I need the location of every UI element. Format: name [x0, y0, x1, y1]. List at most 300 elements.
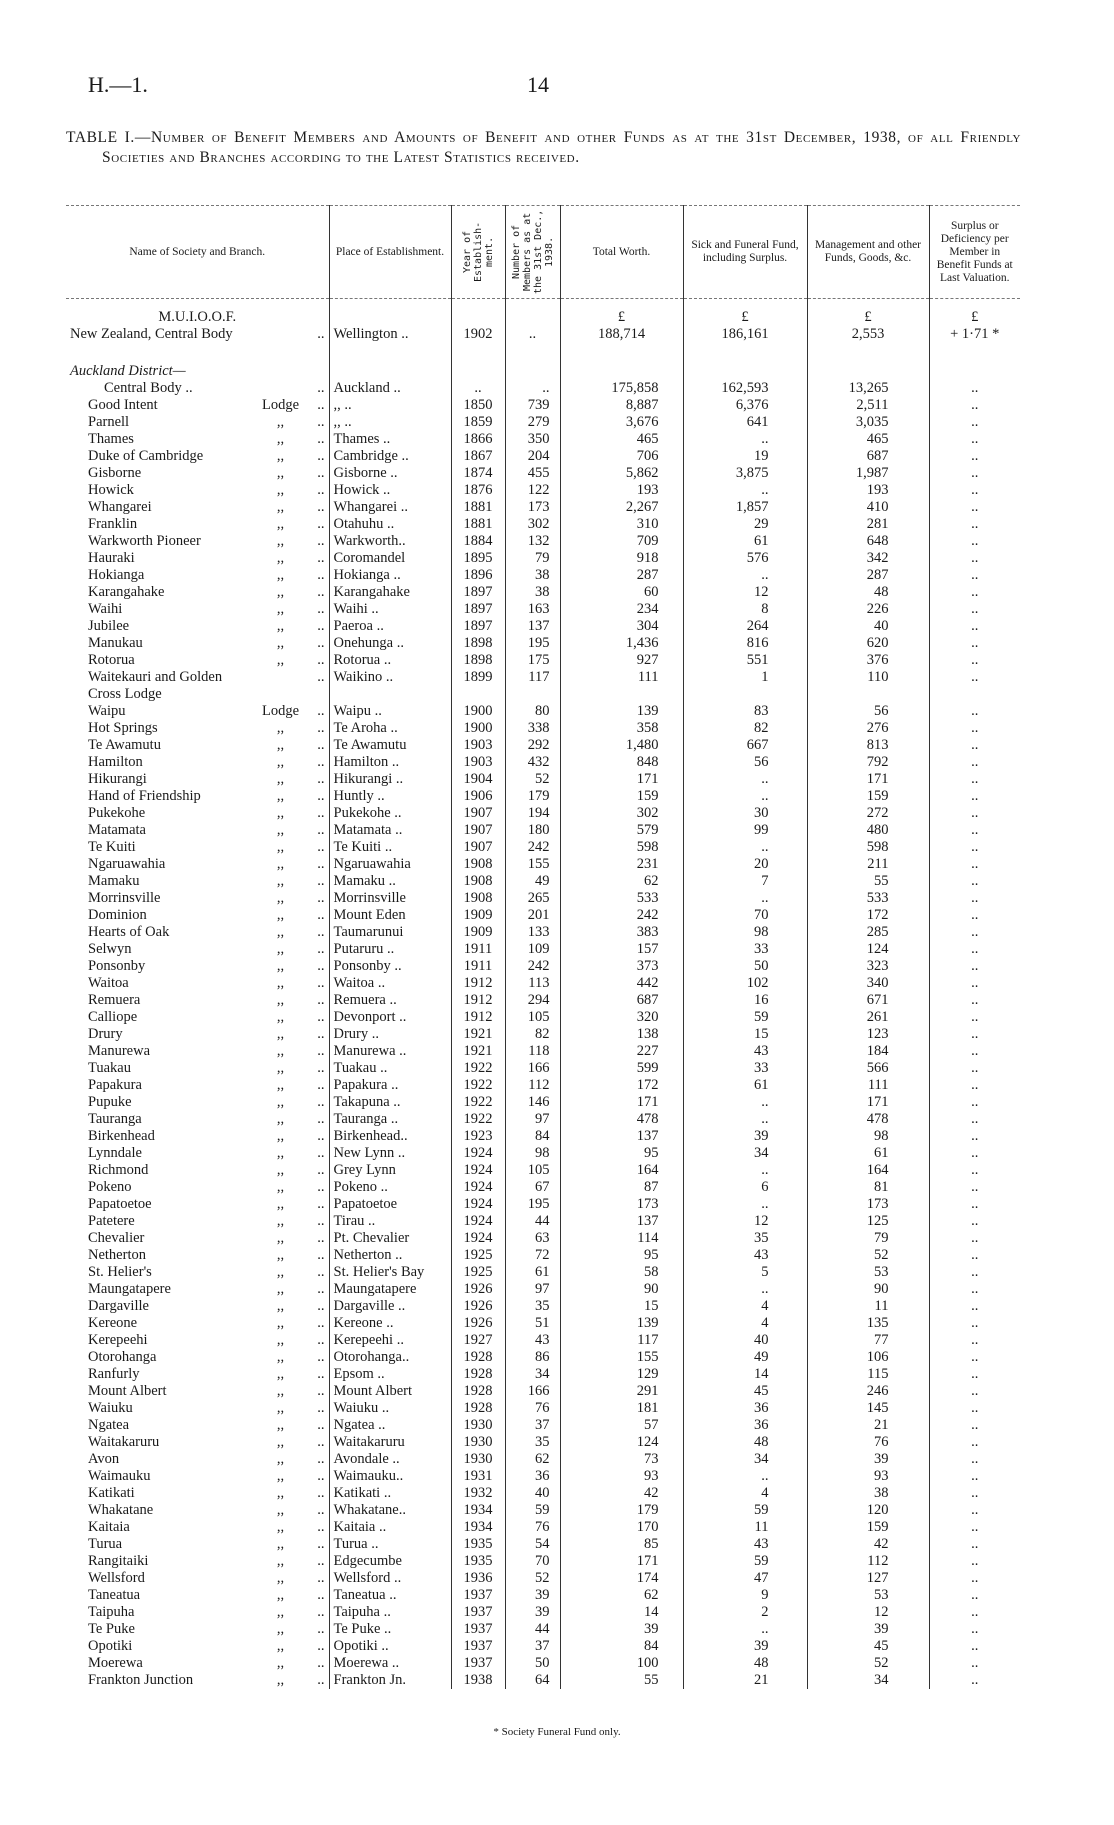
- sick-fund: 15: [683, 1026, 807, 1043]
- management-funds: 106: [807, 1349, 929, 1366]
- table-row: [66, 1366, 1020, 1383]
- management-funds: 53: [807, 1264, 929, 1281]
- year: 1928: [451, 1349, 505, 1366]
- place: Waitoa ..: [329, 975, 451, 992]
- table-row: [66, 1077, 1020, 1094]
- table-row: [66, 1468, 1020, 1485]
- table-row: [66, 380, 1020, 397]
- branch-name: Dominion: [88, 907, 147, 923]
- management-funds: 478: [807, 1111, 929, 1128]
- branch-name: Waitekauri and Golden Cross Lodge: [88, 669, 223, 702]
- year: 1911: [451, 958, 505, 975]
- place: Kaitaia ..: [329, 1519, 451, 1536]
- place: Mount Eden: [329, 907, 451, 924]
- total-worth: 227: [560, 1043, 683, 1060]
- branch-name-cell: [66, 1145, 329, 1162]
- surplus: ..: [929, 1417, 1020, 1434]
- surplus: ..: [929, 1111, 1020, 1128]
- total-worth: 172: [560, 1077, 683, 1094]
- lodge-suffix: ,,: [276, 1077, 285, 1093]
- year: 1925: [451, 1264, 505, 1281]
- leader-dots: ..: [317, 1179, 325, 1195]
- surplus: ..: [929, 1094, 1020, 1111]
- year: 1867: [451, 448, 505, 465]
- table-row: [66, 907, 1020, 924]
- surplus: ..: [929, 1638, 1020, 1655]
- branch-name-cell: [66, 1638, 329, 1655]
- table-row: [66, 499, 1020, 516]
- management-funds: 125: [807, 1213, 929, 1230]
- sick-fund: 56: [683, 754, 807, 771]
- place: Edgecumbe: [329, 1553, 451, 1570]
- branch-name-cell: [66, 788, 329, 805]
- lodge-suffix: ,,: [276, 975, 285, 991]
- sick-fund: 43: [683, 1536, 807, 1553]
- surplus: ..: [929, 1162, 1020, 1179]
- branch-name: Matamata: [88, 822, 146, 838]
- branch-name-cell: [66, 414, 329, 431]
- society-sick: [683, 299, 807, 352]
- total-worth: 100: [560, 1655, 683, 1672]
- year: 1903: [451, 754, 505, 771]
- branch-name-cell: [66, 805, 329, 822]
- table-row: [66, 1536, 1020, 1553]
- surplus: ..: [929, 1621, 1020, 1638]
- lodge-suffix: ,,: [276, 482, 285, 498]
- branch-name: Hokianga: [88, 567, 145, 583]
- leader-dots: ..: [317, 516, 325, 532]
- branch-name-cell: [66, 771, 329, 788]
- branch-name-cell: [66, 958, 329, 975]
- branch-name-cell: [66, 1264, 329, 1281]
- branch-name: Te Awamutu: [88, 737, 161, 753]
- leader-dots: ..: [317, 907, 325, 923]
- table-row: [66, 465, 1020, 482]
- year: 1909: [451, 924, 505, 941]
- table-row: [66, 1672, 1020, 1689]
- leader-dots: ..: [317, 703, 325, 719]
- lodge-suffix: [259, 380, 303, 397]
- year: 1899: [451, 669, 505, 703]
- table-row: [66, 1434, 1020, 1451]
- table-row: [66, 941, 1020, 958]
- branch-name-cell: [66, 754, 329, 771]
- branch-name: Kaitaia: [88, 1519, 130, 1535]
- friendly-societies-table: [66, 205, 1020, 1689]
- lodge-suffix: ,,: [276, 1196, 285, 1212]
- lodge-suffix: ,,: [276, 1247, 285, 1263]
- lodge-suffix: ,,: [276, 958, 285, 974]
- lodge-suffix: ,,: [276, 635, 285, 651]
- place: Otahuhu ..: [329, 516, 451, 533]
- lodge-suffix: ,,: [276, 1536, 285, 1552]
- members: 195: [505, 1196, 560, 1213]
- col-header-sick: Sick and Funeral Fund, including Surplus.: [683, 206, 807, 299]
- branch-name-cell: [66, 1434, 329, 1451]
- members: 49: [505, 873, 560, 890]
- surplus: ..: [929, 397, 1020, 414]
- total-worth: 164: [560, 1162, 683, 1179]
- total-worth: 55: [560, 1672, 683, 1689]
- total-worth: 171: [560, 1553, 683, 1570]
- table-row: [66, 1638, 1020, 1655]
- management-funds: 159: [807, 788, 929, 805]
- management-funds: 171: [807, 771, 929, 788]
- members: 62: [505, 1451, 560, 1468]
- sick-fund: 11: [683, 1519, 807, 1536]
- branch-name: Hot Springs: [88, 720, 158, 736]
- branch-name-cell: [66, 1621, 329, 1638]
- leader-dots: ..: [317, 1485, 325, 1501]
- lodge-suffix: ,,: [276, 1179, 285, 1195]
- total-worth: 42: [560, 1485, 683, 1502]
- year: 1900: [451, 720, 505, 737]
- year: 1897: [451, 584, 505, 601]
- year: 1906: [451, 788, 505, 805]
- branch-name: Tauranga: [88, 1111, 142, 1127]
- sick-fund: 102: [683, 975, 807, 992]
- year: 1907: [451, 839, 505, 856]
- total-worth: 171: [560, 771, 683, 788]
- branch-name: Wellsford: [88, 1570, 145, 1586]
- leader-dots: ..: [317, 1247, 325, 1263]
- members: 98: [505, 1145, 560, 1162]
- members: 51: [505, 1315, 560, 1332]
- surplus: ..: [929, 1655, 1020, 1672]
- branch-name: Waimauku: [88, 1468, 151, 1484]
- sick-fund: 30: [683, 805, 807, 822]
- table-row: [66, 1111, 1020, 1128]
- leader-dots: ..: [317, 754, 325, 770]
- branch-name: Tuakau: [88, 1060, 131, 1076]
- col-header-year-text: Year of Establish-ment.: [461, 221, 495, 283]
- management-funds: 671: [807, 992, 929, 1009]
- table-row: [66, 771, 1020, 788]
- total-worth: 39: [560, 1621, 683, 1638]
- total-worth: 599: [560, 1060, 683, 1077]
- table-row: [66, 550, 1020, 567]
- place: Netherton ..: [329, 1247, 451, 1264]
- sick-fund: 34: [683, 1145, 807, 1162]
- sick-fund: ..: [683, 431, 807, 448]
- table-row: [66, 652, 1020, 669]
- surplus: ..: [929, 1604, 1020, 1621]
- leader-dots: ..: [317, 1026, 325, 1042]
- branch-name-cell: [66, 1655, 329, 1672]
- members: 54: [505, 1536, 560, 1553]
- branch-name-cell: [66, 1111, 329, 1128]
- lodge-suffix: ,,: [276, 1315, 285, 1331]
- leader-dots: ..: [317, 720, 325, 736]
- members: 86: [505, 1349, 560, 1366]
- lodge-suffix: ,,: [276, 1604, 285, 1620]
- lodge-suffix: ,,: [276, 431, 285, 447]
- leader-dots: ..: [317, 822, 325, 838]
- year: 1928: [451, 1366, 505, 1383]
- management-funds: 38: [807, 1485, 929, 1502]
- management-funds: 340: [807, 975, 929, 992]
- total-worth: 287: [560, 567, 683, 584]
- branch-name: Drury: [88, 1026, 123, 1042]
- table-row: [66, 1655, 1020, 1672]
- lodge-suffix: ,,: [276, 720, 285, 736]
- lodge-suffix: ,,: [276, 907, 285, 923]
- table-row: [66, 1196, 1020, 1213]
- place: Frankton Jn.: [329, 1672, 451, 1689]
- total-worth: 155: [560, 1349, 683, 1366]
- year: 1921: [451, 1026, 505, 1043]
- surplus: ..: [929, 652, 1020, 669]
- table-row: [66, 1213, 1020, 1230]
- members: 76: [505, 1519, 560, 1536]
- currency-symbol: £: [617, 309, 626, 325]
- total-worth: 138: [560, 1026, 683, 1043]
- year: 1912: [451, 1009, 505, 1026]
- total-worth: 848: [560, 754, 683, 771]
- surplus: ..: [929, 431, 1020, 448]
- total-worth: 442: [560, 975, 683, 992]
- table-row: [66, 1519, 1020, 1536]
- leader-dots: ..: [317, 1281, 325, 1297]
- place: St. Helier's Bay: [329, 1264, 451, 1281]
- sick-fund: 5: [683, 1264, 807, 1281]
- branch-name-cell: [66, 941, 329, 958]
- year: 1924: [451, 1196, 505, 1213]
- branch-name: Mount Albert: [88, 1383, 167, 1399]
- leader-dots: ..: [317, 1230, 325, 1246]
- total-worth: 58: [560, 1264, 683, 1281]
- lodge-suffix: ,,: [276, 1009, 285, 1025]
- branch-name-cell: [66, 601, 329, 618]
- col-header-year: [451, 206, 505, 299]
- society-name: [66, 299, 329, 352]
- place: Tuakau ..: [329, 1060, 451, 1077]
- lodge-suffix: ,,: [276, 465, 285, 481]
- year: 1928: [451, 1383, 505, 1400]
- members: 194: [505, 805, 560, 822]
- total-worth: 95: [560, 1145, 683, 1162]
- members: 97: [505, 1281, 560, 1298]
- branch-name-cell: [66, 720, 329, 737]
- col-header-name: Name of Society and Branch.: [66, 206, 329, 299]
- year: 1881: [451, 499, 505, 516]
- surplus: ..: [929, 1570, 1020, 1587]
- society-name-line1: M.U.I.O.O.F.: [158, 309, 237, 325]
- leader-dots: ..: [317, 856, 325, 872]
- year: 1923: [451, 1128, 505, 1145]
- branch-name-cell: [66, 839, 329, 856]
- year: 1900: [451, 703, 505, 720]
- management-funds: 77: [807, 1332, 929, 1349]
- branch-name: Thames: [88, 431, 134, 447]
- branch-name: Te Kuiti: [88, 839, 136, 855]
- place: Howick ..: [329, 482, 451, 499]
- leader-dots: ..: [317, 1094, 325, 1110]
- surplus: ..: [929, 720, 1020, 737]
- members: 179: [505, 788, 560, 805]
- members: 112: [505, 1077, 560, 1094]
- management-funds: 246: [807, 1383, 929, 1400]
- year: 1931: [451, 1468, 505, 1485]
- lodge-suffix: ,,: [276, 1434, 285, 1450]
- leader-dots: ..: [317, 992, 325, 1008]
- leader-dots: ..: [317, 465, 325, 481]
- sick-fund: 49: [683, 1349, 807, 1366]
- branch-name-cell: [66, 924, 329, 941]
- branch-name: Moerewa: [88, 1655, 143, 1671]
- management-funds: 79: [807, 1230, 929, 1247]
- place: Te Puke ..: [329, 1621, 451, 1638]
- total-worth: 137: [560, 1213, 683, 1230]
- total-worth: 320: [560, 1009, 683, 1026]
- management-funds: 76: [807, 1434, 929, 1451]
- branch-name-cell: [66, 1417, 329, 1434]
- members: 64: [505, 1672, 560, 1689]
- lodge-suffix: ,,: [276, 1400, 285, 1416]
- total-worth: 234: [560, 601, 683, 618]
- surplus: ..: [929, 907, 1020, 924]
- lodge-suffix: ,,: [276, 1587, 285, 1603]
- year: 1896: [451, 567, 505, 584]
- members: 35: [505, 1298, 560, 1315]
- leader-dots: ..: [317, 1298, 325, 1314]
- year: 1884: [451, 533, 505, 550]
- table-row: [66, 397, 1020, 414]
- surplus: ..: [929, 771, 1020, 788]
- sick-fund: 667: [683, 737, 807, 754]
- lodge-suffix: ,,: [276, 788, 285, 804]
- members: 294: [505, 992, 560, 1009]
- lodge-suffix: ,,: [276, 856, 285, 872]
- sick-fund: 551: [683, 652, 807, 669]
- management-funds: 81: [807, 1179, 929, 1196]
- year: 1907: [451, 805, 505, 822]
- management-funds: 272: [807, 805, 929, 822]
- sick-fund: 59: [683, 1009, 807, 1026]
- leader-dots: ..: [317, 1349, 325, 1365]
- management-funds: 193: [807, 482, 929, 499]
- year: 1930: [451, 1451, 505, 1468]
- branch-name: Hearts of Oak: [88, 924, 170, 940]
- sick-fund: 48: [683, 1655, 807, 1672]
- branch-name: Katikati: [88, 1485, 135, 1501]
- management-funds: 42: [807, 1536, 929, 1553]
- branch-name-cell: [66, 1604, 329, 1621]
- branch-name-cell: [66, 1196, 329, 1213]
- sick-fund: 33: [683, 1060, 807, 1077]
- branch-name: Pupuke: [88, 1094, 132, 1110]
- branch-name-cell: [66, 1349, 329, 1366]
- year: 1937: [451, 1621, 505, 1638]
- lodge-suffix: ,,: [276, 1502, 285, 1518]
- members: 39: [505, 1604, 560, 1621]
- year: 1936: [451, 1570, 505, 1587]
- sick-fund: ..: [683, 1162, 807, 1179]
- lodge-suffix: ,,: [276, 1468, 285, 1484]
- place: Dargaville ..: [329, 1298, 451, 1315]
- year: 1928: [451, 1400, 505, 1417]
- surplus: ..: [929, 1536, 1020, 1553]
- members: 38: [505, 584, 560, 601]
- year: 1932: [451, 1485, 505, 1502]
- place: Ngaruawahia: [329, 856, 451, 873]
- branch-name: Pokeno: [88, 1179, 132, 1195]
- total-worth: 159: [560, 788, 683, 805]
- table-row: [66, 1264, 1020, 1281]
- surplus: ..: [929, 1485, 1020, 1502]
- total-worth: 373: [560, 958, 683, 975]
- members: 133: [505, 924, 560, 941]
- year: 1881: [451, 516, 505, 533]
- total-worth: 87: [560, 1179, 683, 1196]
- sick-fund: 39: [683, 1638, 807, 1655]
- year: 1909: [451, 907, 505, 924]
- management-funds: 127: [807, 1570, 929, 1587]
- lodge-suffix: ,,: [276, 1298, 285, 1314]
- table-row: [66, 618, 1020, 635]
- sick-fund: 59: [683, 1553, 807, 1570]
- branch-name: Papakura: [88, 1077, 142, 1093]
- leader-dots: ..: [317, 1417, 325, 1433]
- lodge-suffix: ,,: [276, 652, 285, 668]
- members: 34: [505, 1366, 560, 1383]
- branch-name: Ngatea: [88, 1417, 130, 1433]
- place: Kerepeehi ..: [329, 1332, 451, 1349]
- table-row: [66, 482, 1020, 499]
- total-worth: 3,676: [560, 414, 683, 431]
- leader-dots: ..: [317, 584, 325, 600]
- sick-fund: ..: [683, 1111, 807, 1128]
- sick-fund: 8: [683, 601, 807, 618]
- total-worth: 302: [560, 805, 683, 822]
- place: Te Kuiti ..: [329, 839, 451, 856]
- management-funds: 61: [807, 1145, 929, 1162]
- table-row: [66, 1247, 1020, 1264]
- members: 61: [505, 1264, 560, 1281]
- branch-name-cell: [66, 975, 329, 992]
- branch-name: Maungatapere: [88, 1281, 171, 1297]
- lodge-suffix: ,,: [276, 805, 285, 821]
- total-worth: 129: [560, 1366, 683, 1383]
- year: 1911: [451, 941, 505, 958]
- lodge-suffix: ,,: [276, 414, 285, 430]
- year: 1897: [451, 601, 505, 618]
- table-row: [66, 1349, 1020, 1366]
- members: 118: [505, 1043, 560, 1060]
- year: 1924: [451, 1230, 505, 1247]
- lodge-suffix: ,,: [276, 1230, 285, 1246]
- management-funds: 598: [807, 839, 929, 856]
- leader-dots: ..: [317, 1366, 325, 1382]
- branch-name: Franklin: [88, 516, 138, 532]
- management-funds: 40: [807, 618, 929, 635]
- year: 1850: [451, 397, 505, 414]
- society-surplus-value: + 1·71 *: [950, 326, 1000, 342]
- table-row: [66, 1332, 1020, 1349]
- table-title: TABLE I.—Number of Benefit Members and Amounts of Benefit and other Funds as at the 31st December, 1938, of all Friendly Societies and Branches according to the Latest Statistics received.: [66, 129, 1021, 166]
- branch-name-cell: [66, 533, 329, 550]
- place: Tauranga ..: [329, 1111, 451, 1128]
- surplus: ..: [929, 1264, 1020, 1281]
- sick-fund: 162,593: [683, 380, 807, 397]
- lodge-suffix: ,,: [276, 1332, 285, 1348]
- branch-name: Otorohanga: [88, 1349, 157, 1365]
- place: Warkworth..: [329, 533, 451, 550]
- sick-fund: 1,857: [683, 499, 807, 516]
- branch-name: Netherton: [88, 1247, 146, 1263]
- total-worth: 175,858: [560, 380, 683, 397]
- col-header-members: [505, 206, 560, 299]
